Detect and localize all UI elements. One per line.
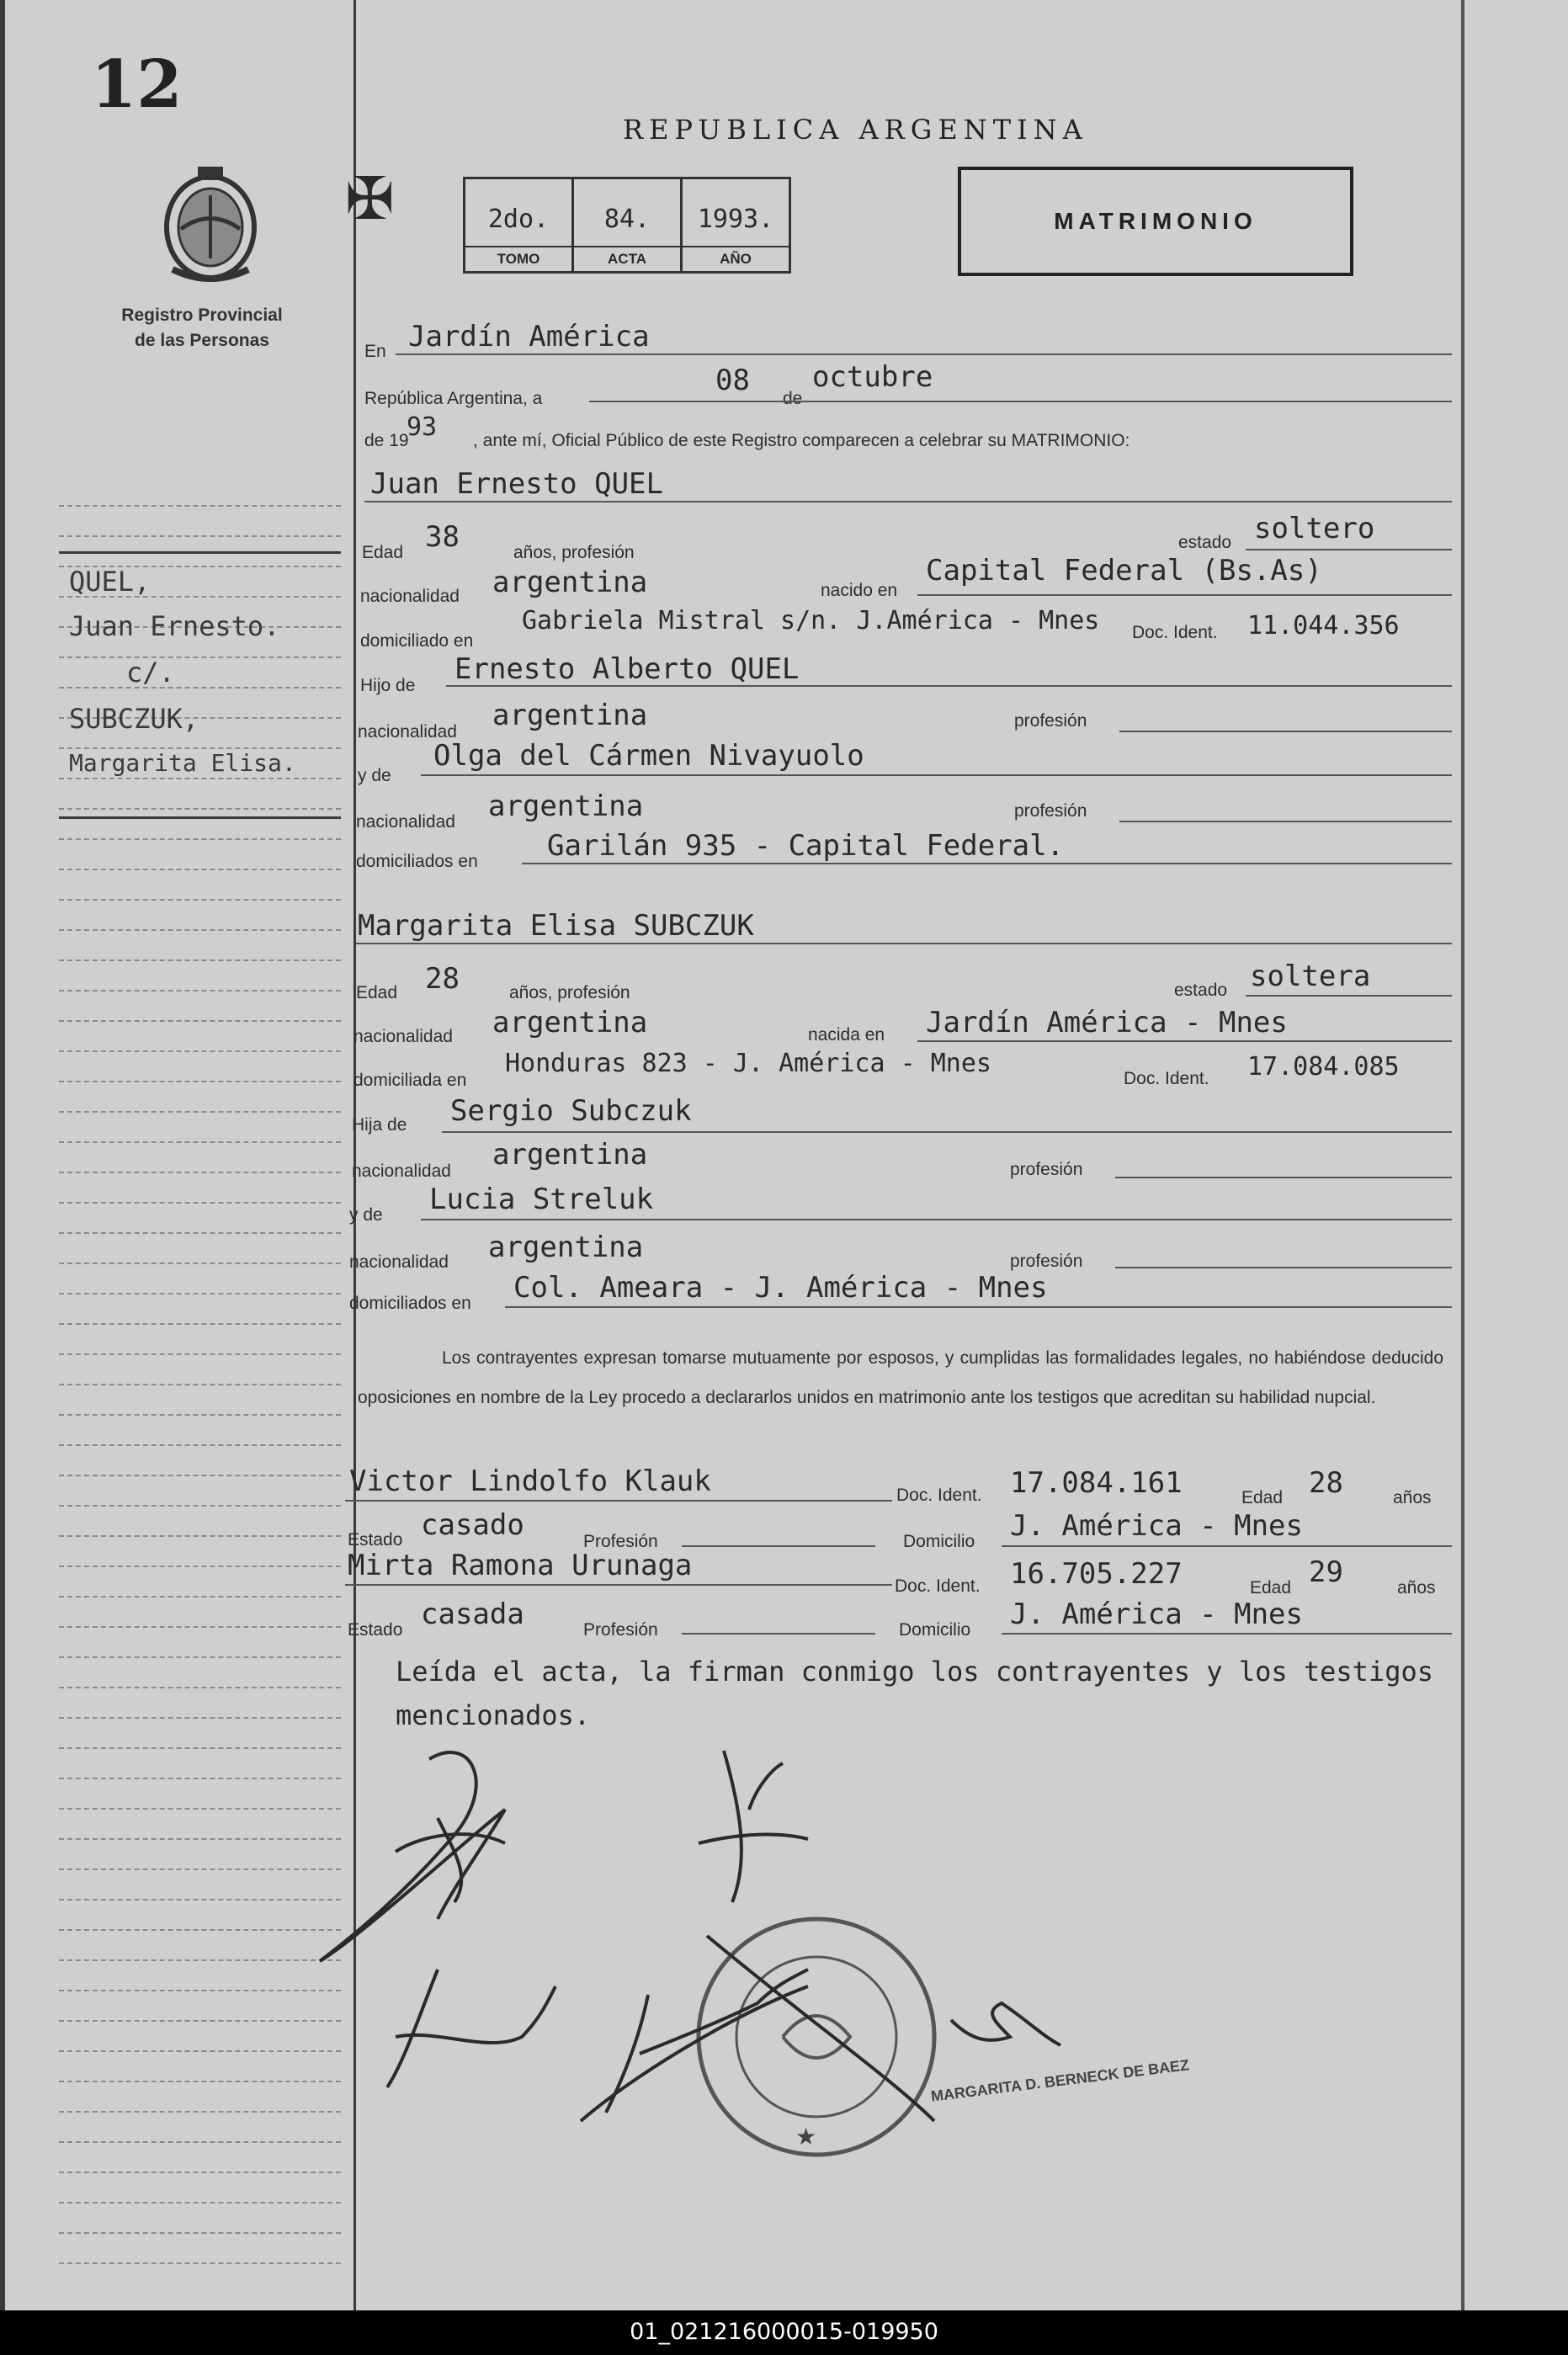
label-hijo-de: Hijo de	[360, 676, 416, 695]
bride-birthplace: Jardín América - Mnes	[926, 1006, 1288, 1039]
document-id: 01_021216000015-019950	[630, 2319, 938, 2345]
place-value: Jardín América	[408, 320, 650, 354]
witness2-doc: 16.705.227	[1010, 1557, 1183, 1591]
registry-line-1: Registro Provincial	[121, 306, 283, 325]
bride-address: Honduras 823 - J. América - Mnes	[505, 1049, 991, 1078]
bride-parents-address: Col. Ameara - J. América - Mnes	[513, 1271, 1048, 1305]
label-profesion: profesión	[1010, 1160, 1083, 1179]
label-y-de: y de	[349, 1205, 383, 1225]
label-domicilio: Domicilio	[903, 1532, 975, 1551]
month-value: octubre	[812, 360, 933, 394]
label-nacionalidad: nacionalidad	[349, 1252, 449, 1272]
groom-name: Juan Ernesto QUEL	[370, 467, 663, 501]
label-domicilio: Domicilio	[899, 1620, 971, 1640]
label-estado: Estado	[348, 1620, 403, 1640]
bride-mother: Lucia Streluk	[429, 1183, 654, 1216]
bride-mother-nationality: argentina	[488, 1231, 644, 1264]
day-value: 08	[715, 364, 750, 397]
label-domiciliada: domiciliada en	[353, 1071, 467, 1090]
bride-father-nationality: argentina	[492, 1138, 648, 1172]
year-value: 93	[407, 412, 438, 442]
official-initials-icon	[951, 2003, 1060, 2045]
seal-caption: MARGARITA D. BERNECK DE BAEZ	[929, 2056, 1191, 2105]
declaration-body: Los contrayentes expresan tomarse mutuamente por esposos, y cumplidas las formalidades legales, no habiéndose deducido oposiciones en nombre de la Ley procedo a declararlos unidos en matrimonio ante los testigos que acreditan su habilidad nupcial.	[358, 1348, 1443, 1407]
groom-birthplace: Capital Federal (Bs.As)	[926, 554, 1322, 587]
tomo-value: 2do.	[487, 205, 550, 234]
margin-note-line: QUEL,	[69, 566, 151, 598]
label-profesion: Profesión	[583, 1532, 658, 1551]
groom-father-nationality: argentina	[492, 699, 648, 732]
label-estado: estado	[1174, 981, 1228, 1000]
svg-text:★: ★	[795, 2124, 817, 2150]
witness2-estado: casada	[421, 1597, 524, 1631]
label-doc-ident: Doc. Ident.	[1124, 1069, 1209, 1088]
bride-estado: soltera	[1250, 960, 1371, 993]
witness2-domicilio: J. América - Mnes	[1010, 1597, 1303, 1631]
groom-doc: 11.044.356	[1247, 611, 1400, 641]
label-nacionalidad: nacionalidad	[352, 1162, 451, 1181]
label-doc-ident: Doc. Ident.	[895, 1576, 981, 1596]
handwritten-mark-icon: ✠	[345, 164, 395, 233]
label-doc-ident: Doc. Ident.	[1132, 623, 1218, 642]
witness1-name: Victor Lindolfo Klauk	[349, 1465, 711, 1498]
label-profesion: Profesión	[583, 1620, 658, 1640]
margin-note-line: SUBCZUK,	[69, 703, 199, 735]
margin-note-line: c/.	[126, 657, 175, 688]
label-year-prefix: de 19	[364, 431, 409, 450]
bride-age: 28	[425, 962, 460, 996]
label-edad: Edad	[1241, 1488, 1284, 1507]
label-nacionalidad: nacionalidad	[353, 1027, 453, 1046]
label-nacido-en: nacido en	[821, 581, 898, 600]
signature-3-icon	[387, 1970, 555, 2087]
label-en: En	[364, 342, 386, 361]
label-y-de: y de	[358, 766, 391, 785]
label-profesion: profesión	[1010, 1252, 1083, 1271]
label-domiciliado: domiciliado en	[360, 631, 474, 651]
label-nacionalidad: nacionalidad	[356, 812, 455, 832]
witness2-age: 29	[1309, 1555, 1343, 1589]
label-edad: Edad	[362, 543, 404, 562]
signature-1-icon	[320, 1752, 505, 1961]
label-estado: Estado	[348, 1530, 403, 1550]
margin-note-line: Margarita Elisa.	[69, 749, 296, 777]
label-nacionalidad: nacionalidad	[358, 722, 457, 742]
acta-label: ACTA	[574, 246, 680, 271]
ano-label: AÑO	[683, 246, 789, 271]
label-ante: , ante mí, Oficial Público de este Registro comparecen a celebrar su MATRIMONIO:	[473, 431, 1130, 450]
signature-2-icon	[699, 1751, 934, 2121]
witness2-name: Mirta Ramona Urunaga	[348, 1549, 693, 1582]
label-hija-de: Hija de	[352, 1115, 407, 1135]
witness1-estado: casado	[421, 1508, 524, 1542]
label-profesion: profesión	[1014, 801, 1087, 821]
label-anos: años	[1397, 1578, 1436, 1597]
tomo-label: TOMO	[465, 246, 571, 271]
label-anos-profesion: años, profesión	[509, 983, 630, 1002]
acta-value: 84.	[603, 205, 651, 234]
groom-address: Gabriela Mistral s/n. J.América - Mnes	[522, 606, 1100, 635]
label-republica: República Argentina, a	[364, 389, 543, 408]
witness1-age: 28	[1309, 1466, 1343, 1500]
bride-doc: 17.084.085	[1247, 1052, 1400, 1082]
groom-parents-address: Garilán 935 - Capital Federal.	[547, 829, 1065, 863]
closing-text: Leída el acta, la firman conmigo los contrayentes y los testigos mencionados.	[396, 1656, 1433, 1731]
official-seal-icon	[699, 1919, 934, 2155]
groom-father: Ernesto Alberto QUEL	[454, 652, 800, 686]
label-de: de	[783, 389, 803, 408]
ano-value: 1993.	[697, 205, 774, 234]
groom-mother-nationality: argentina	[488, 789, 644, 823]
groom-estado: soltero	[1254, 512, 1375, 545]
signature-4-icon	[581, 1970, 808, 2121]
label-anos: años	[1393, 1488, 1432, 1507]
registry-line-2: de las Personas	[135, 331, 269, 350]
label-estado: estado	[1178, 533, 1232, 552]
bride-father: Sergio Subczuk	[450, 1094, 692, 1128]
label-domiciliados: domiciliados en	[349, 1294, 471, 1313]
label-doc-ident: Doc. Ident.	[896, 1486, 982, 1505]
bride-name: Margarita Elisa SUBCZUK	[358, 909, 754, 943]
label-nacida-en: nacida en	[808, 1025, 885, 1045]
groom-age: 38	[425, 520, 460, 554]
label-profesion: profesión	[1014, 711, 1087, 731]
label-edad: Edad	[356, 983, 398, 1002]
margin-note-line: Juan Ernesto.	[69, 610, 280, 642]
country-title: REPUBLICA ARGENTINA	[623, 114, 1088, 146]
witness1-doc: 17.084.161	[1010, 1466, 1183, 1500]
label-domiciliados: domiciliados en	[356, 852, 478, 871]
bride-nationality: argentina	[492, 1006, 648, 1039]
certificate-type: MATRIMONIO	[1054, 208, 1257, 234]
label-nacionalidad: nacionalidad	[360, 587, 460, 606]
witness1-domicilio: J. América - Mnes	[1010, 1509, 1303, 1543]
groom-nationality: argentina	[492, 566, 648, 599]
label-anos-profesion: años, profesión	[513, 543, 635, 562]
page-number: 12	[91, 46, 183, 123]
label-edad: Edad	[1250, 1578, 1292, 1597]
groom-mother: Olga del Cármen Nivayuolo	[433, 739, 864, 773]
